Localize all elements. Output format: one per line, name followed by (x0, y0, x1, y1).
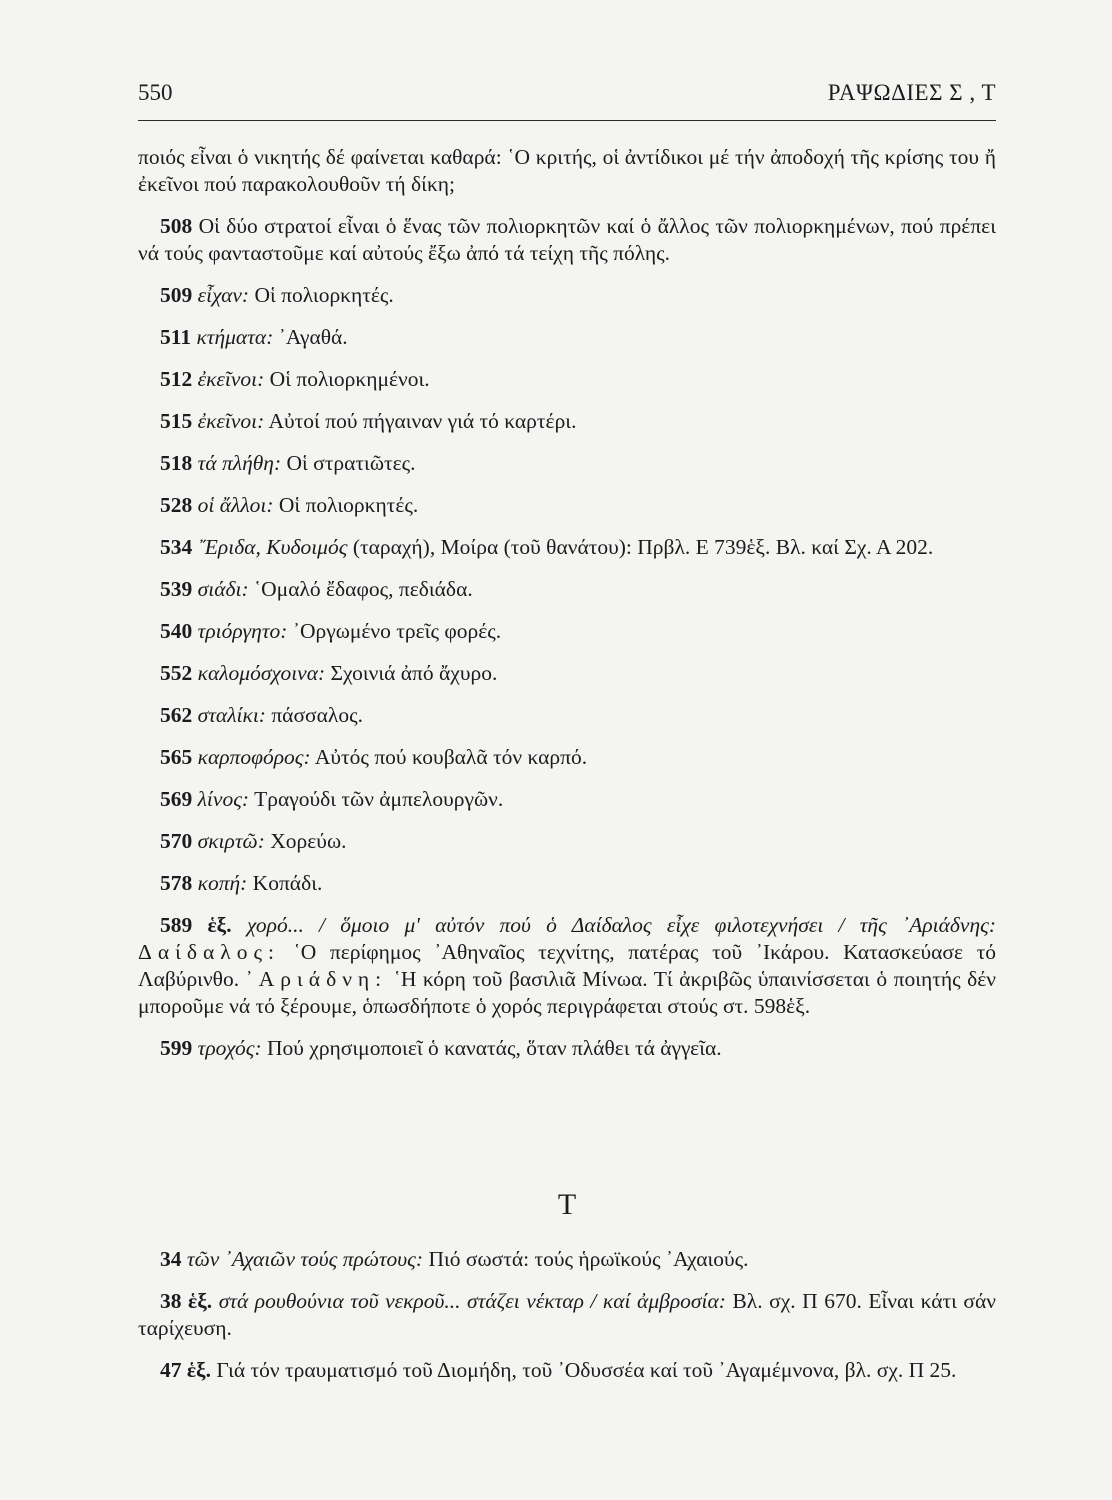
entry-text: ᾿Οργωμένο τρεῖς φορές. (292, 619, 502, 643)
entry-text: Τραγούδι τῶν ἀμπελουργῶν. (254, 787, 504, 811)
lemma: κτήματα: (196, 325, 274, 349)
line-number: 509 (160, 283, 193, 307)
entry-text: Σχοινιά ἀπό ἄχυρο. (330, 661, 498, 685)
commentary-entry (138, 618, 996, 645)
lemma: τά πλήθη: (197, 451, 282, 475)
spaced-name: Δαίδαλος: (138, 940, 280, 964)
line-number: 570 (160, 829, 193, 853)
lemma: τῶν ᾿Αχαιῶν τούς πρώτους: (186, 1247, 424, 1271)
line-number: 515 (160, 409, 193, 433)
commentary-entry (138, 408, 996, 435)
commentary-entry (138, 450, 996, 477)
commentary-entry (138, 1357, 996, 1384)
commentary-entry (138, 144, 996, 198)
line-number: 47 ἑξ. (160, 1358, 212, 1382)
commentary-entry (138, 870, 996, 897)
line-number: 539 (160, 577, 193, 601)
commentary-entry (138, 492, 996, 519)
lemma: τριόργητο: (197, 619, 288, 643)
commentary-entry (138, 1288, 996, 1342)
commentary-entry (138, 1035, 996, 1062)
entry-text: Πιό σωστά: τούς ἡρωϊκούς ᾿Αχαιούς. (428, 1247, 749, 1271)
lemma: στά ρουθούνια τοῦ νεκροῦ... στάζει νέκταρ / καί ἀμβροσία: (218, 1289, 726, 1313)
commentary-entry (138, 660, 996, 687)
spaced-name: ᾿Αριάδνη: (245, 967, 388, 991)
entry-text: Οἱ δύο στρατοί εἶναι ὁ ἕνας τῶν πολιορκητῶν καί ὁ ἄλλος τῶν πολιορκημένων, πού πρέπει νά τούς φανταστοῦμε καί αὐτούς ἔξω ἀπό τά τείχη τῆς πόλης. (138, 214, 996, 265)
entry-text: Αὐτός πού κουβαλᾶ τόν καρπό. (314, 745, 588, 769)
entry-text: ῾Ομαλό ἔδαφος, πεδιάδα. (254, 577, 473, 601)
line-number: 508 (160, 214, 193, 238)
commentary-entry (138, 282, 996, 309)
header-rule (138, 120, 996, 121)
lemma: ἐκεῖνοι: (197, 409, 265, 433)
lemma: λίνος: (197, 787, 250, 811)
commentary-entry (138, 366, 996, 393)
entry-text: Οἱ πολιορκημένοι. (269, 367, 430, 391)
line-number: 518 (160, 451, 193, 475)
entry-text: Οἱ στρατιῶτες. (286, 451, 416, 475)
entry-text: ποιός εἶναι ὁ νικητής δέ φαίνεται καθαρά: ῾Ο κριτής, οἱ ἀντίδικοι μέ τήν ἀποδοχή τῆς κρίσης του ἤ ἐκεῖνοι πού παρακολουθοῦν τή δίκη; (138, 145, 996, 196)
page-header (138, 80, 996, 116)
commentary-entry (138, 534, 996, 561)
lemma: ῎Εριδα, Κυδοιμός (197, 535, 348, 559)
commentary-entry (138, 786, 996, 813)
entry-text: Οἱ πολιορκητές. (278, 493, 419, 517)
line-number: 552 (160, 661, 193, 685)
line-number: 565 (160, 745, 193, 769)
lemma: οἱ ἄλλοι: (197, 493, 274, 517)
lemma: καρποφόρος: (197, 745, 311, 769)
entry-text: ῾Ο περίφημος ᾿Αθηναῖος τεχνίτης, πατέρας τοῦ ᾿Ικάρου. Κατασκεύασε τό Λαβύρινθο. (138, 940, 996, 991)
entry-text: (ταραχή), Μοίρα (τοῦ θανάτου): Πρβλ. Ε 739ἑξ. Βλ. καί Σχ. Α 202. (352, 535, 934, 559)
line-number: 569 (160, 787, 193, 811)
commentary-body (138, 144, 996, 1077)
commentary-entry (138, 828, 996, 855)
entry-text: Αὐτοί πού πήγαιναν γιά τό καρτέρι. (268, 409, 577, 433)
line-number: 578 (160, 871, 193, 895)
line-number: 540 (160, 619, 193, 643)
lemma: σκιρτῶ: (197, 829, 265, 853)
entry-text: Οἱ πολιορκητές. (254, 283, 394, 307)
line-number: 34 (160, 1247, 182, 1271)
entry-text: Πού χρησιμοποιεῖ ὁ κανατάς, ὅταν πλάθει τά ἀγγεῖα. (266, 1036, 722, 1060)
line-number: 38 ἑξ. (160, 1289, 213, 1313)
line-number: 528 (160, 493, 193, 517)
commentary-entry (138, 912, 996, 1020)
line-number: 511 (160, 325, 192, 349)
line-number: 562 (160, 703, 193, 727)
commentary-entry (138, 213, 996, 267)
commentary-body-rhapsody-t (138, 1246, 996, 1399)
lemma: κοπή: (197, 871, 248, 895)
entry-text: Γιά τόν τραυματισμό τοῦ Διομήδη, τοῦ ᾿Οδυσσέα καί τοῦ ᾿Αγαμέμνονα, βλ. σχ. Π 25. (216, 1358, 957, 1382)
commentary-entry (138, 324, 996, 351)
entry-text: ῾Η κόρη τοῦ βασιλιᾶ Μίνωα. Τί ἀκριβῶς ὑπαινίσσεται ὁ ποιητής δέν μποροῦμε νά τό ξέρουμε, ὁπωσδήποτε ὁ χορός περιγράφεται στούς στ. 598ἑξ. (138, 967, 996, 1018)
lemma: καλομόσχοινα: (197, 661, 326, 685)
lemma: σιάδι: (197, 577, 249, 601)
line-number: 512 (160, 367, 193, 391)
commentary-entry (138, 576, 996, 603)
commentary-entry (138, 744, 996, 771)
commentary-entry (138, 702, 996, 729)
line-number: 534 (160, 535, 193, 559)
lemma: ἐκεῖνοι: (197, 367, 265, 391)
lemma: εἶχαν: (197, 283, 250, 307)
entry-text: Χορεύω. (270, 829, 347, 853)
line-number: 589 ἑξ. (160, 913, 232, 937)
line-number: 599 (160, 1036, 193, 1060)
page-number: 550 (138, 80, 173, 105)
commentary-entry (138, 1246, 996, 1273)
entry-text: Κοπάδι. (252, 871, 323, 895)
lemma: χορό... / ὅμοιο μ' αὐτόν πού ὁ Δαίδαλος εἶχε φιλοτεχνήσει / τῆς ᾿Αριάδνης: (246, 913, 997, 937)
entry-text: πάσσαλος. (271, 703, 363, 727)
running-title: ΡΑΨΩΔΙΕΣ Σ , Τ (827, 80, 996, 105)
lemma: σταλίκι: (197, 703, 266, 727)
section-heading: Τ (557, 1188, 577, 1221)
lemma: τροχός: (197, 1036, 262, 1060)
entry-text: ᾿Αγαθά. (278, 325, 348, 349)
entry-text: Βλ. σχ. Π 670. Εἶναι κάτι σάν ταρίχευση. (138, 1289, 996, 1340)
